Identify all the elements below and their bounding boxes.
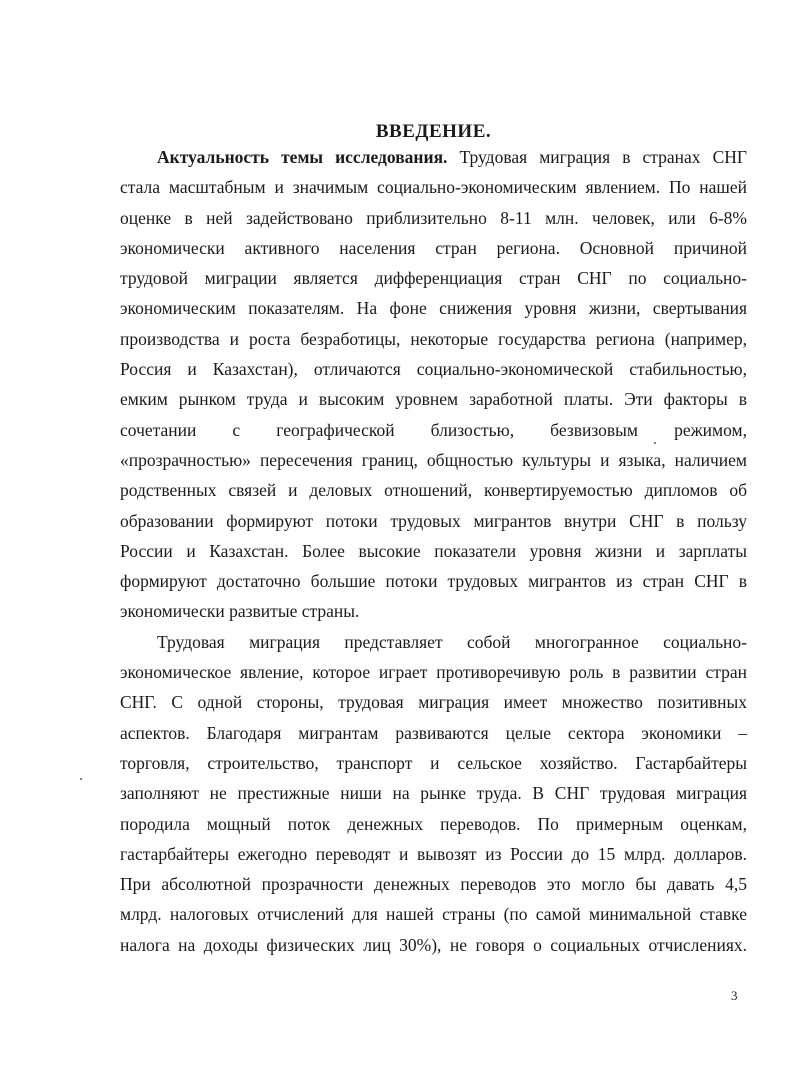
paragraph-line: аспектов. Благодаря мигрантам развиваются целые сектора экономики – xyxy=(120,722,747,743)
paragraph-line: «прозрачностью» пересечения границ, общностью культуры и языка, наличием xyxy=(120,449,747,470)
paragraph-line-text: Трудовая миграция в странах СНГ xyxy=(447,147,748,167)
paragraph-line: образовании формируют потоки трудовых мигрантов внутри СНГ в пользу xyxy=(120,510,747,531)
body-text xyxy=(120,142,747,960)
paragraph-line: оценке в ней задействовано приблизительно 8-11 млн. человек, или 6-8% xyxy=(120,207,747,228)
paragraph-line: родственных связей и деловых отношений, конвертируемостью дипломов об xyxy=(120,480,747,501)
scan-speck xyxy=(654,442,656,444)
paragraph-line: России и Казахстан. Более высокие показатели уровня жизни и зарплаты xyxy=(120,540,747,561)
page-number: 3 xyxy=(731,988,738,1003)
paragraph-line: млрд. налоговых отчислений для нашей страны (по самой минимальной ставке xyxy=(120,904,747,925)
paragraph-line: экономически активного населения стран региона. Основной причиной xyxy=(120,237,747,258)
paragraph-1 xyxy=(120,142,747,627)
paragraph-line: экономически развитые страны. xyxy=(120,601,360,622)
paragraph-line: экономическим показателям. На фоне снижения уровня жизни, свертывания xyxy=(120,298,747,319)
paragraph-line: формируют достаточно большие потоки трудовых мигрантов из стран СНГ в xyxy=(120,571,747,592)
paragraph-line: стала масштабным и значимым социально-экономическим явлением. По нашей xyxy=(120,177,747,198)
paragraph-line: торговля, строительство, транспорт и сельское хозяйство. Гастарбайтеры xyxy=(120,752,747,773)
paragraph-line: Россия и Казахстан), отличаются социально-экономической стабильностью, xyxy=(120,359,747,380)
paragraph-2 xyxy=(120,627,747,960)
paragraph-line: СНГ. С одной стороны, трудовая миграция имеет множество позитивных xyxy=(120,692,747,713)
paragraph-line: гастарбайтеры ежегодно переводят и вывозят из России до 15 млрд. долларов. xyxy=(120,843,747,864)
paragraph-line: Трудовая миграция представляет собой многогранное социально- xyxy=(157,631,747,652)
paragraph-line: сочетании с географической близостью, безвизовым режимом, xyxy=(120,419,747,440)
paragraph-line: налога на доходы физических лиц 30%), не говоря о социальных отчислениях. xyxy=(120,934,747,955)
page-title: ВВЕДЕНИЕ. xyxy=(375,121,492,142)
paragraph-line: производства и роста безработицы, некоторые государства региона (например, xyxy=(120,328,747,349)
paragraph-line: трудовой миграции является дифференциация стран СНГ по социально- xyxy=(120,268,747,289)
paragraph-line xyxy=(120,142,747,172)
paragraph-line: емким рынком труда и высоким уровнем заработной платы. Эти факторы в xyxy=(120,389,747,410)
paragraph-line: экономическое явление, которое играет противоречивую роль в развитии стран xyxy=(120,662,747,683)
paragraph-line: заполняют не престижные ниши на рынке труда. В СНГ трудовая миграция xyxy=(120,783,747,804)
scan-speck xyxy=(80,778,82,780)
paragraph-line: породила мощный поток денежных переводов. По примерным оценкам, xyxy=(120,813,747,834)
lead-heading: Актуальность темы исследования. xyxy=(157,147,448,167)
paragraph-line: При абсолютной прозрачности денежных переводов это могло бы давать 4,5 xyxy=(120,874,747,895)
